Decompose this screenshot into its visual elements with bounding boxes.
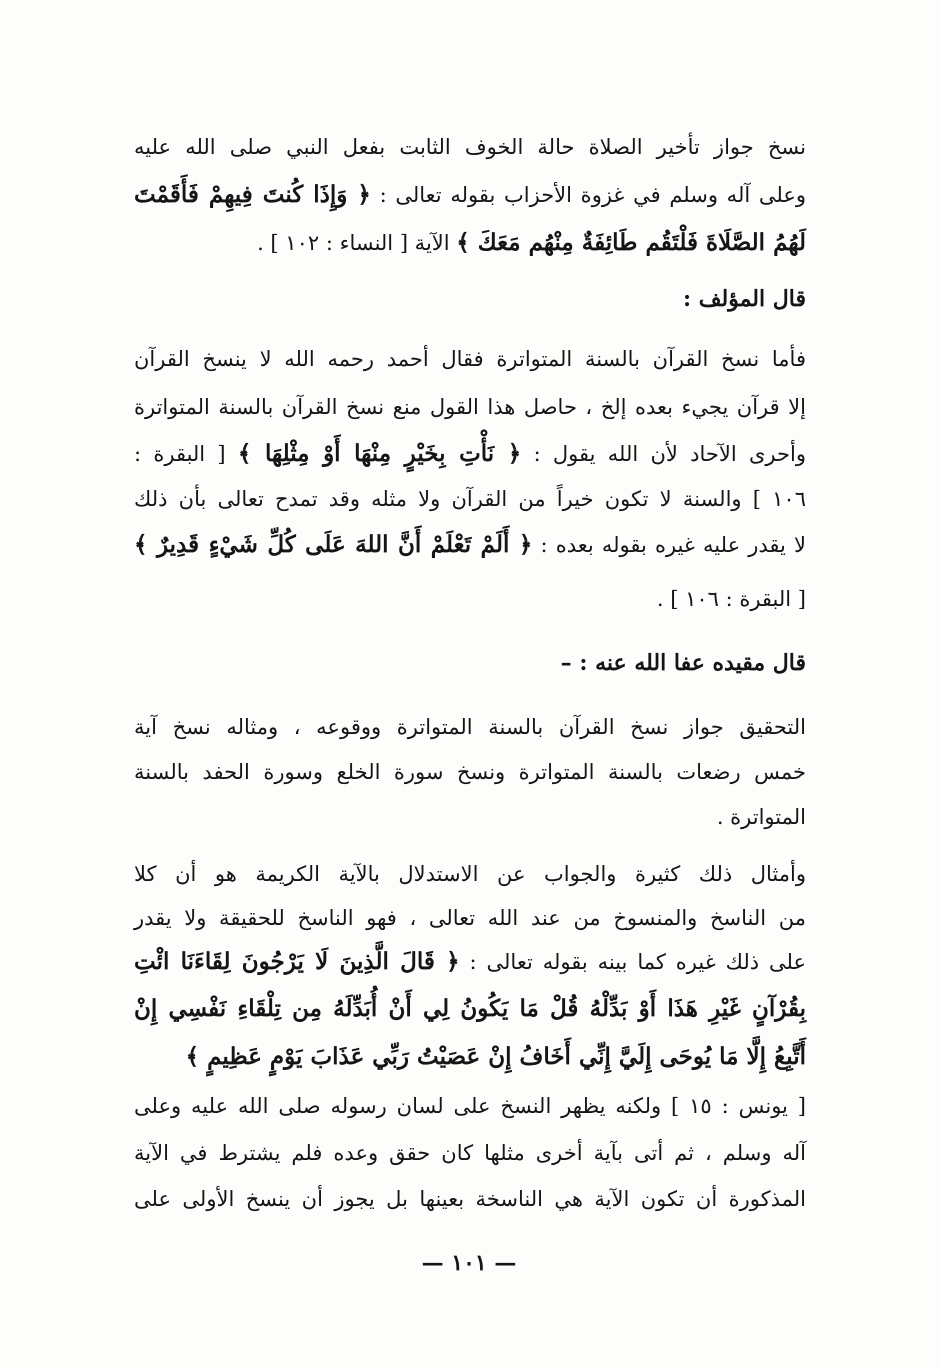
paragraph-2-line-2: إلا قرآن يجيء بعده إلخ ، حاصل هذا القول منع نسخ القرآن بالسنة المتواترة bbox=[134, 395, 806, 419]
paragraph-4-line-4 bbox=[134, 987, 806, 1031]
paragraph-4-line-5 bbox=[134, 1035, 806, 1079]
paragraph-3-line-3: المتواترة . bbox=[716, 805, 806, 829]
paragraph-1-line-3 bbox=[134, 221, 806, 265]
paragraph-2-line-5-text: لا يقدر عليه غيره بقوله بعده : bbox=[540, 533, 806, 557]
paragraph-4-line-1: وأمثال ذلك كثيرة والجواب عن الاستدلال بالآية الكريمة هو أن كلا bbox=[134, 862, 806, 886]
paragraph-2-line-1: فأما نسخ القرآن بالسنة المتواترة فقال أحمد رحمه الله لا ينسخ القرآن bbox=[134, 347, 806, 371]
paragraph-4-line-3 bbox=[134, 940, 806, 984]
paragraph-4-line-3-text: على ذلك غيره كما بينه بقوله تعالى : bbox=[469, 950, 806, 974]
paragraph-3-line-2: خمس رضعات بالسنة المتواترة ونسخ سورة الخلع وسورة الحفد بالسنة bbox=[134, 760, 806, 784]
heading-editor-says: قال مقيده عفا الله عنه : – bbox=[560, 650, 806, 676]
paragraph-1-line-2 bbox=[134, 173, 806, 217]
verse-reference-nisa: الآية [ النساء : ١٠٢ ] . bbox=[257, 231, 450, 255]
paragraph-4-line-8: المذكورة أن تكون الآية هي الناسخة بعينها بل يجوز أن ينسخ الأولى على bbox=[134, 1187, 806, 1211]
paragraph-4-line-6: [ يونس : ١٥ ] ولكنه يظهر النسخ على لسان رسوله صلى الله عليه وعلى bbox=[134, 1094, 807, 1118]
paragraph-3-line-1: التحقيق جواز نسخ القرآن بالسنة المتواترة ووقوعه ، ومثاله نسخ آية bbox=[134, 715, 806, 739]
quran-verse-yunus-15-start: ﴿ قَالَ الَّذِينَ لَا يَرْجُونَ لِقَاءَنَا ائْتِ bbox=[134, 948, 460, 975]
paragraph-2-line-3-text: وأحرى الآحاد لأن الله يقول : bbox=[533, 442, 806, 466]
paragraph-1-line-2-text: وعلى آله وسلم في غزوة الأحزاب بقوله تعالى : bbox=[379, 183, 806, 207]
paragraph-4-line-7: آله وسلم ، ثم أتى بآية أخرى مثلها كان حقق وعده فلم يشترط في الآية bbox=[134, 1141, 806, 1165]
paragraph-2-line-4: ١٠٦ ] والسنة لا تكون خيراً من القرآن ولا مثله وقد تمدح تعالى بأن ذلك bbox=[134, 487, 806, 511]
heading-author-says: قال المؤلف : bbox=[682, 286, 806, 312]
quran-verse-baqarah-106b: ﴿ أَلَمْ تَعْلَمْ أَنَّ اللهَ عَلَى كُلِّ شَيْءٍ قَدِيرٌ ﴾ bbox=[134, 531, 533, 558]
paragraph-2-line-3 bbox=[134, 432, 806, 476]
quran-verse-yunus-15-end: أَتَّبِعُ إِلَّا مَا يُوحَى إِلَيَّ إِنِّي أَخَافُ إِنْ عَصَيْتُ رَبِّي عَذَابَ يَوْمٍ عَظِيمٍ ﴾ bbox=[185, 1043, 806, 1070]
paragraph-4-line-2: من الناسخ والمنسوخ من عند الله تعالى ، فهو الناسخ للحقيقة ولا يقدر bbox=[134, 906, 806, 930]
quran-verse-baqarah-106: ﴿ نَأْتِ بِخَيْرٍ مِنْهَا أَوْ مِثْلِهَا ﴾ bbox=[237, 440, 522, 467]
paragraph-2-line-6: [ البقرة : ١٠٦ ] . bbox=[656, 587, 806, 611]
paragraph-2-line-5 bbox=[134, 523, 806, 567]
page-number: — ١٠١ — bbox=[421, 1250, 517, 1276]
verse-reference-baqarah-start: [ البقرة : bbox=[134, 442, 226, 466]
quran-verse-nisa-102-end: لَهُمُ الصَّلَاةَ فَلْتَقُم طَائِفَةٌ مِنْهُم مَعَكَ ﴾ bbox=[456, 229, 806, 256]
paragraph-1-line-1: نسخ جواز تأخير الصلاة حالة الخوف الثابت بفعل النبي صلى الله عليه bbox=[134, 135, 806, 159]
quran-verse-nisa-102-start: ﴿ وَإِذَا كُنتَ فِيهِمْ فَأَقَمْتَ bbox=[134, 181, 371, 208]
quran-verse-yunus-15-middle: بِقُرْآنٍ غَيْرِ هَذَا أَوْ بَدِّلْهُ قُلْ مَا يَكُونُ لِي أَنْ أُبَدِّلَهُ مِن تِلْقَاءِ نَفْسِي إِنْ bbox=[134, 995, 806, 1022]
